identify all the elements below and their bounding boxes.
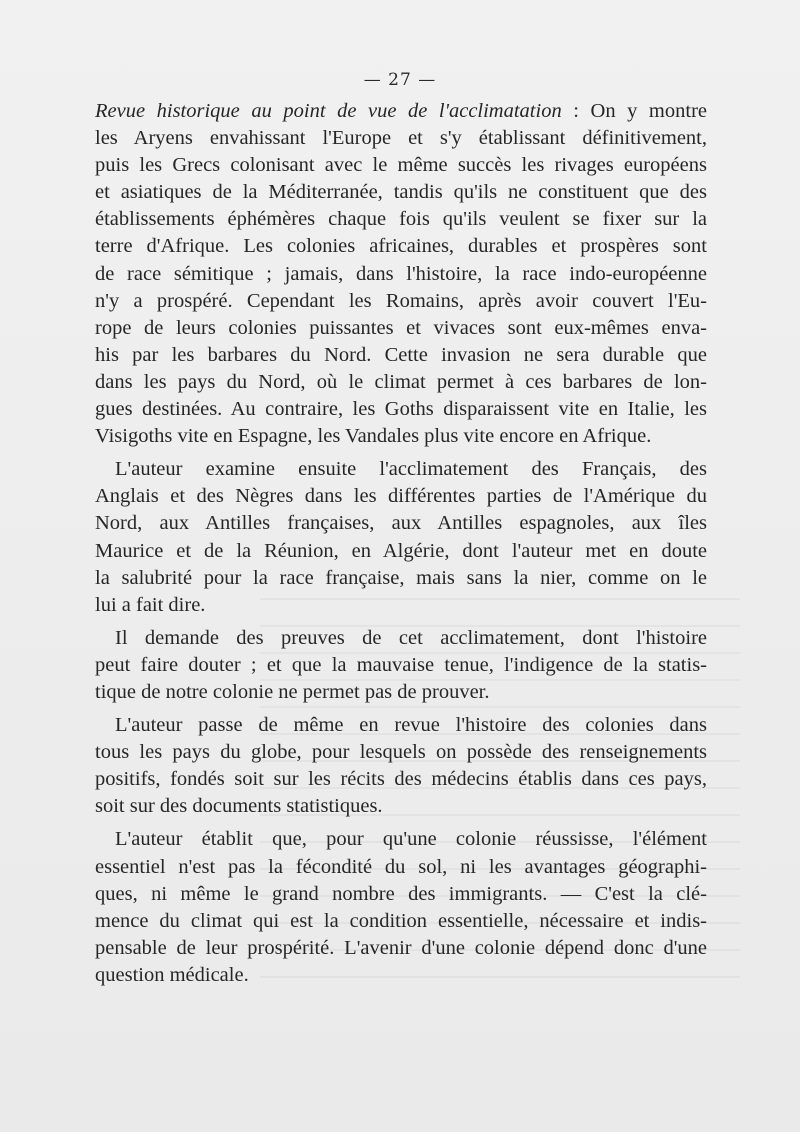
line-text: et asiatiques de la Méditerranée, tandis qu'ils ne constituent que des xyxy=(95,181,707,204)
text-line xyxy=(95,98,707,125)
line-text: dans les pays du Nord, où le climat permet à ces barbares de lon- xyxy=(95,370,707,393)
line-text: puis les Grecs colonisant avec le même succès les rivages européens xyxy=(95,154,707,177)
italic-title: Revue historique au point de vue de l'acclimatation xyxy=(95,100,562,122)
line-text: Visigoths vite en Espagne, les Vandales plus vite encore en Afrique. xyxy=(95,425,652,448)
line-text: L'auteur examine ensuite l'acclimatement des Français, des xyxy=(115,458,707,481)
text-line xyxy=(95,206,707,233)
line-text: établissements éphémères chaque fois qu'ils veulent se fixer sur la xyxy=(95,208,707,231)
line-text: rope de leurs colonies puissantes et vivaces sont eux-mêmes enva- xyxy=(95,316,707,339)
line-text: ques, ni même le grand nombre des immigrants. — C'est la clé- xyxy=(95,882,707,905)
text-line xyxy=(95,881,707,908)
text-line xyxy=(95,510,707,537)
line-text: n'y a prospéré. Cependant les Romains, après avoir couvert l'Eu- xyxy=(95,289,707,312)
text-line xyxy=(95,935,707,962)
line-text: Anglais et des Nègres dans les différentes parties de l'Amérique du xyxy=(95,485,707,508)
line-text: mence du climat qui est la condition essentielle, nécessaire et indis- xyxy=(95,909,707,932)
text-line xyxy=(95,625,707,652)
text-line xyxy=(95,739,707,766)
text-line xyxy=(95,233,707,260)
line-text: his par les barbares du Nord. Cette invasion ne sera durable que xyxy=(95,343,707,366)
line-text: terre d'Afrique. Les colonies africaines, durables et prospères sont xyxy=(95,235,707,258)
text-line xyxy=(95,288,707,315)
text-line xyxy=(95,652,707,679)
line-text: lui a fait dire. xyxy=(95,593,206,616)
line-text: de race sémitique ; jamais, dans l'histoire, la race indo-européenne xyxy=(95,262,707,285)
text-line xyxy=(95,766,707,793)
text-line xyxy=(95,125,707,152)
text-line xyxy=(95,396,707,423)
line-text: la salubrité pour la race française, mais sans la nier, comme on le xyxy=(95,566,707,589)
text-line xyxy=(95,315,707,342)
line-text: Il demande des preuves de cet acclimatement, dont l'histoire xyxy=(115,626,707,649)
line-text: Nord, aux Antilles françaises, aux Antilles espagnoles, aux îles xyxy=(95,512,707,535)
line-text: soit sur des documents statistiques. xyxy=(95,795,383,818)
text-line xyxy=(95,565,707,592)
text-line xyxy=(95,679,707,706)
paragraph xyxy=(95,625,707,706)
line-text: L'auteur passe de même en revue l'histoire des colonies dans xyxy=(115,714,707,737)
text-line xyxy=(95,152,707,179)
page-number: — 27 — xyxy=(363,70,437,90)
text-line xyxy=(95,456,707,483)
line-text: tique de notre colonie ne permet pas de prouver. xyxy=(95,680,490,703)
line-text: pensable de leur prospérité. L'avenir d'une colonie dépend donc d'une xyxy=(95,936,707,959)
body-text xyxy=(95,98,707,989)
text-line xyxy=(95,423,707,450)
text-line xyxy=(95,793,707,820)
text-line xyxy=(95,179,707,206)
text-line xyxy=(95,483,707,510)
line-text: les Aryens envahissant l'Europe et s'y établissant définitivement, xyxy=(95,127,707,150)
line-text: : On y montre xyxy=(561,100,707,122)
paragraph xyxy=(95,712,707,820)
text-line xyxy=(95,592,707,619)
line-text: Maurice et de la Réunion, en Algérie, dont l'auteur met en doute xyxy=(95,539,707,562)
text-line xyxy=(95,854,707,881)
text-line xyxy=(95,908,707,935)
text-line xyxy=(95,962,707,989)
paragraph xyxy=(95,826,707,989)
line-text: L'auteur établit que, pour qu'une colonie réussisse, l'élément xyxy=(115,828,707,851)
text-line xyxy=(95,342,707,369)
line-text: question médicale. xyxy=(95,963,249,986)
text-line xyxy=(95,538,707,565)
text-line xyxy=(95,369,707,396)
paragraph xyxy=(95,98,707,450)
paragraph xyxy=(95,456,707,619)
line-text: peut faire douter ; et que la mauvaise tenue, l'indigence de la statis- xyxy=(95,653,707,676)
line-text: gues destinées. Au contraire, les Goths disparaissent vite en Italie, les xyxy=(95,398,707,421)
line-text: positifs, fondés soit sur les récits des médecins établis dans ces pays, xyxy=(95,768,707,791)
line-text: essentiel n'est pas la fécondité du sol, ni les avantages géographi- xyxy=(95,855,707,878)
text-line xyxy=(95,826,707,853)
line-text: tous les pays du globe, pour lesquels on possède des renseignements xyxy=(95,741,707,764)
text-line xyxy=(95,712,707,739)
text-line xyxy=(95,261,707,288)
